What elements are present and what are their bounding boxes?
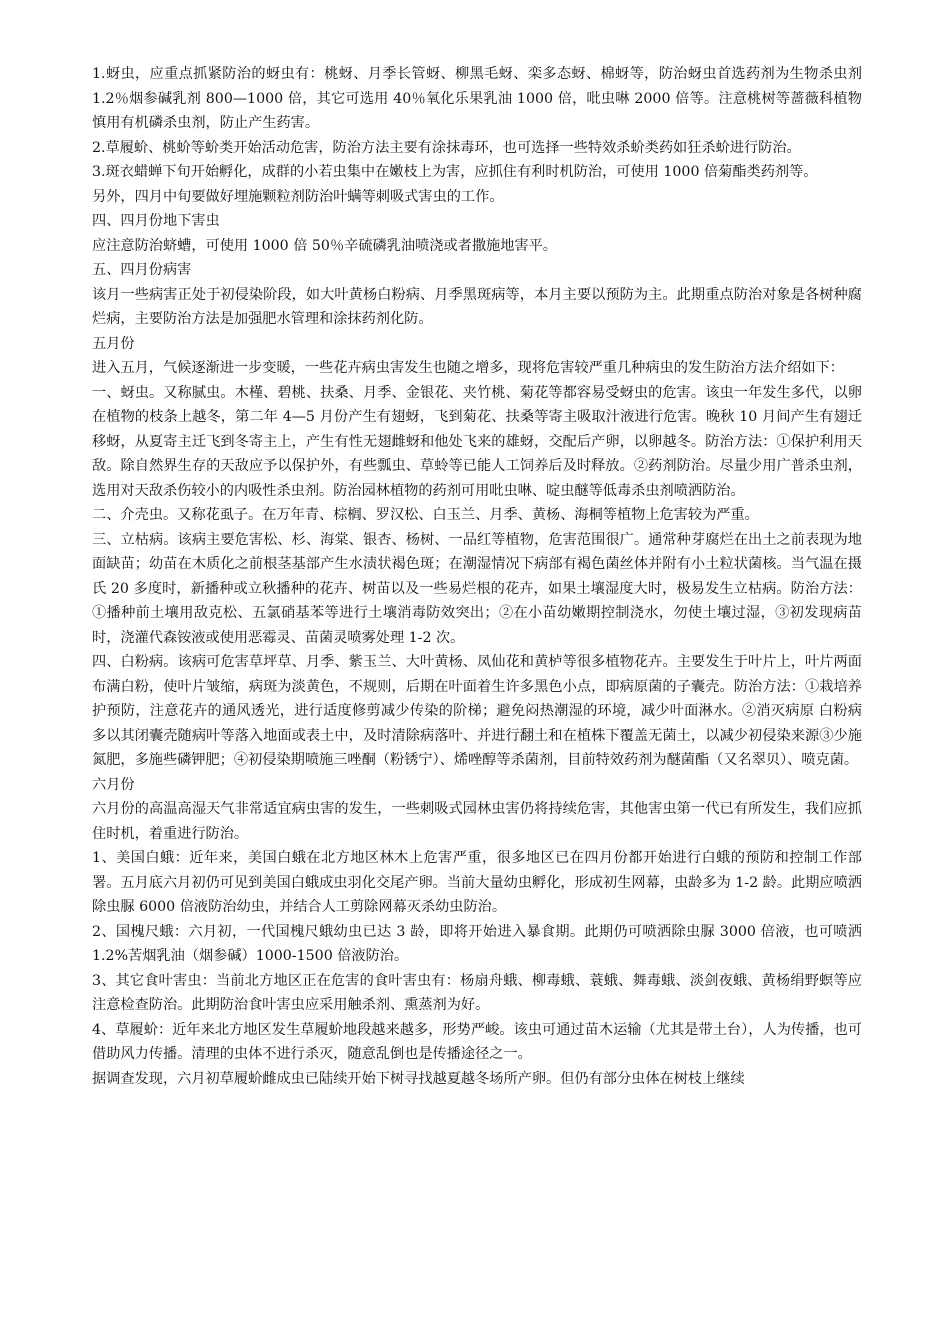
paragraph: 四、白粉病。该病可危害草坪草、月季、紫玉兰、大叶黄杨、凤仙花和黄栌等很多植物花卉。主要发生于叶片上，叶片两面布满白粉，使叶片皱缩，病斑为淡黄色，不规则，后期在叶面着生许多黑色小点，即病原菌的子囊壳。防治方法：①栽培养护预防，注意花卉的通风透光，进行适度修剪减少传染的阶梯；避免闷热潮湿的环境，减少叶面淋水。②消灭病原 白粉病多以其闭囊壳随病叶等落入地面或表土中，及时清除病落叶、并进行翻土和在植株下覆盖无菌土，以减少初侵染来源③少施氮肥，多施些磷钾肥；④初侵染期喷施三唑酮（粉锈宁）、烯唑醇等杀菌剂，目前特效药剂为醚菌酯（又名翠贝）、喷克菌。 — [92, 654, 862, 768]
section-heading: 四、四月份地下害虫 — [92, 213, 220, 229]
paragraph: 应注意防治蛴螬，可使用 1000 倍 50％辛硫磷乳油喷浇或者撒施地害平。 — [92, 237, 557, 254]
document-body — [92, 62, 862, 1091]
paragraph: 3.斑衣蜡蝉下旬开始孵化，成群的小若虫集中在嫩枝上为害，应抓住有利时机防治，可使用 1000 倍菊酯类药剂等。 — [92, 164, 818, 180]
month-heading: 五月份 — [92, 335, 135, 352]
paragraph: 一、蚜虫。又称腻虫。木槿、碧桃、扶桑、月季、金银花、夹竹桃、菊花等都容易受蚜虫的危害。该虫一年发生多代，以卵在植物的枝条上越冬，第二年 4—5 月份产生有翅蚜，飞到菊花、扶桑等寄主吸取汁液进行危害。晚秋 10 月间产生有翅迁移蚜，从夏寄主迁飞到冬寄主上，产生有性无翅雌蚜和他处飞来的雄蚜，交配后产卵，以卵越冬。防治方法：①保护利用天敌。除自然界生存的天敌应予以保护外，有些瓢虫、草蛉等已能人工饲养后及时释放。②药剂防治。尽量少用广普杀虫剂，选用对天敌杀伤较小的内吸性杀虫剂。防治园林植物的药剂可用吡虫啉、啶虫醚等低毒杀虫剂喷洒防治。 — [92, 384, 862, 499]
paragraph: 二、介壳虫。又称花虱子。在万年青、棕榈、罗汉松、白玉兰、月季、黄杨、海桐等植物上危害较为严重。 — [92, 507, 759, 523]
month-heading: 六月份 — [92, 776, 135, 793]
section-heading: 五、四月份病害 — [92, 262, 192, 278]
paragraph: 该月一些病害正处于初侵染阶段，如大叶黄杨白粉病、月季黑斑病等，本月主要以预防为主。此期重点防治对象是各树种腐烂病，主要防治方法是加强肥水管理和涂抹药剂化防。 — [92, 286, 862, 327]
paragraph: 另外，四月中旬要做好埋施颗粒剂防治叶螨等刺吸式害虫的工作。 — [92, 188, 504, 205]
paragraph: 三、立枯病。该病主要危害松、杉、海棠、银杏、杨树、一品红等植物，危害范围很广。通常种芽腐烂在出土之前表现为地面缺苗；幼苗在木质化之前根茎基部产生水渍状褐色斑；在潮湿情况下病部有褐色菌丝体并附有小土粒状菌核。当气温在摄氏 20 多度时，新播种或立秋播种的花卉、树苗以及一些易烂根的花卉，如果土壤湿度大时，极易发生立枯病。防治方法：①播种前土壤用敌克松、五氯硝基苯等进行土壤消毒防效突出；②在小苗幼嫩期控制浇水，勿使土壤过湿，③初发现病苗时，浇灌代森铵液或使用恶霉灵、苗菌灵喷雾处理 1-2 次。 — [92, 531, 862, 646]
paragraph: 3、其它食叶害虫：当前北方地区正在危害的食叶害虫有：杨扇舟蛾、柳毒蛾、蓑蛾、舞毒蛾、淡剑夜蛾、黄杨绢野螟等应注意检查防治。此期防治食叶害虫应采用触杀剂、熏蒸剂为好。 — [92, 972, 862, 1013]
paragraph: 2.草履蚧、桃蚧等蚧类开始活动危害，防治方法主要有涂抹毒环，也可选择一些特效杀蚧类药如狂杀蚧进行防治。 — [92, 139, 801, 156]
paragraph: 4、草履蚧：近年来北方地区发生草履蚧地段越来越多，形势严峻。该虫可通过苗木运输（尤其是带土台），人为传播，也可借助风力传播。清理的虫体不进行杀灭，随意乱倒也是传播途径之一。 — [92, 1021, 862, 1062]
paragraph: 进入五月，气候逐渐进一步变暖，一些花卉病虫害发生也随之增多，现将危害较严重几种病虫的发生防治方法介绍如下： — [92, 360, 844, 376]
paragraph: 1、美国白蛾：近年来，美国白蛾在北方地区林木上危害严重，很多地区已在四月份都开始进行白蛾的预防和控制工作部署。五月底六月初仍可见到美国白蛾成虫羽化交尾产卵。当前大量幼虫孵化，形成初生网幕，虫龄多为 1-2 龄。此期应喷洒除虫脲 6000 倍液防治幼虫，并结合人工剪除网幕灭杀幼虫防治。 — [92, 850, 862, 915]
paragraph: 1.蚜虫，应重点抓紧防治的蚜虫有：桃蚜、月季长管蚜、柳黑毛蚜、栾多态蚜、棉蚜等，防治蚜虫首选药剂为生物杀虫剂 1.2％烟参碱乳剂 800—1000 倍，其它可选用 40％氧化乐果乳油 1000 倍，吡虫啉 2000 倍等。注意桃树等蔷薇科植物慎用有机磷杀虫剂，防止产生药害。 — [92, 66, 862, 131]
paragraph: 据调查发现，六月初草履蚧雌成虫已陆续开始下树寻找越夏越冬场所产卵。但仍有部分虫体在树枝上继续 — [92, 1070, 745, 1087]
paragraph: 2、国槐尺蛾：六月初，一代国槐尺蛾幼虫已达 3 龄，即将开始进入暴食期。此期仍可喷洒除虫脲 3000 倍液，也可喷洒 1.2%苦烟乳油（烟参碱）1000-1500 倍液防治。 — [92, 923, 862, 964]
paragraph: 六月份的高温高湿天气非常适宜病虫害的发生，一些刺吸式园林虫害仍将持续危害，其他害虫第一代已有所发生，我们应抓住时机，着重进行防治。 — [92, 801, 862, 842]
